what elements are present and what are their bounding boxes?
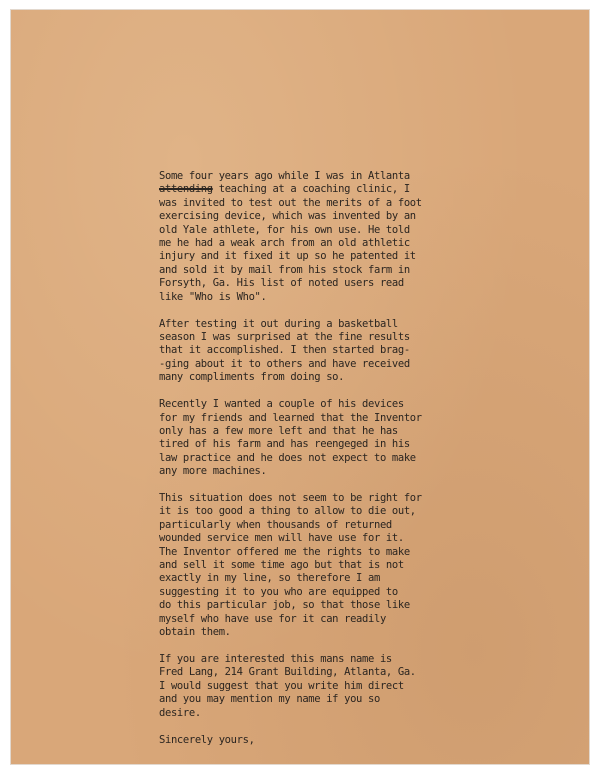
text-segment: Fred Lang, 214 Grant Building, Atlanta, Ga.: [159, 666, 416, 679]
text-segment: old Yale athlete, for his own use. He told: [159, 223, 410, 236]
text-line: [159, 264, 479, 277]
text-segment: exercising device, which was invented by an: [159, 210, 416, 223]
text-line: [159, 197, 479, 210]
text-segment: tired of his farm and has reengeged in his: [159, 438, 410, 451]
text-line: [159, 505, 479, 518]
text-segment: any more machines.: [159, 465, 267, 478]
text-segment: season I was surprised at the fine results: [159, 330, 410, 343]
text-line: [159, 572, 479, 585]
text-segment: Recently I wanted a couple of his devices: [159, 398, 404, 411]
text-segment: and sell it some time ago but that is not: [159, 559, 404, 572]
text-line: [159, 452, 479, 465]
text-line: [159, 532, 479, 545]
text-line: [159, 170, 479, 183]
text-line: [159, 438, 479, 451]
text-segment: and sold it by mail from his stock farm in: [159, 263, 410, 276]
text-segment: law practice and he does not expect to make: [159, 451, 416, 464]
text-line: [159, 465, 479, 478]
paragraph-5: [159, 653, 479, 720]
text-segment: I would suggest that you write him direct: [159, 679, 404, 692]
text-segment: do this particular job, so that those like: [159, 599, 410, 612]
text-line: [159, 371, 479, 384]
struck-out-word: attending: [159, 183, 213, 196]
text-segment: that it accomplished. I then started brag-: [159, 344, 410, 357]
text-segment: exactly in my line, so therefore I am: [159, 572, 380, 585]
text-line: [159, 586, 479, 599]
text-segment: After testing it out during a basketball: [159, 317, 398, 330]
text-line: [159, 277, 479, 290]
paragraph-3: [159, 398, 479, 478]
letter-body: [159, 170, 479, 760]
text-segment: like "Who is Who".: [159, 290, 267, 303]
text-segment: desire.: [159, 706, 201, 719]
text-line: [159, 183, 479, 196]
text-segment: teaching at a coaching clinic, I: [212, 183, 410, 196]
text-line: [159, 425, 479, 438]
text-line: [159, 291, 479, 304]
text-line: [159, 666, 479, 679]
text-line: [159, 653, 479, 666]
text-line: [159, 559, 479, 572]
paragraph-4: [159, 492, 479, 639]
text-line: [159, 237, 479, 250]
text-line: [159, 358, 479, 371]
text-line: [159, 492, 479, 505]
text-segment: If you are interested this mans name is: [159, 653, 392, 665]
text-line: [159, 626, 479, 639]
text-segment: injury and it fixed it up so he patented it: [159, 250, 416, 263]
text-segment: me he had a weak arch from an old athletic: [159, 237, 410, 250]
text-line: [159, 331, 479, 344]
text-segment: Some four years ago while I was in Atlanta: [159, 170, 410, 182]
text-segment: obtain them.: [159, 626, 231, 639]
paragraph-2: [159, 318, 479, 385]
text-segment: particularly when thousands of returned: [159, 518, 392, 531]
text-line: [159, 693, 479, 706]
text-line: [159, 613, 479, 626]
text-line: [159, 412, 479, 425]
text-segment: was invited to test out the merits of a foot: [159, 196, 422, 209]
text-line: [159, 318, 479, 331]
text-segment: it is too good a thing to allow to die out,: [159, 505, 416, 518]
text-line: [159, 546, 479, 559]
text-segment: Forsyth, Ga. His list of noted users read: [159, 277, 404, 290]
typewritten-letter-sheet: [11, 10, 589, 764]
paragraph-1: [159, 170, 479, 304]
text-line: [159, 707, 479, 720]
closing-salutation: [159, 734, 479, 747]
text-line: [159, 344, 479, 357]
text-segment: -ging about it to others and have received: [159, 357, 410, 370]
text-segment: only has a few more left and that he has: [159, 424, 398, 437]
text-line: [159, 210, 479, 223]
text-segment: for my friends and learned that the Inventor: [159, 411, 422, 424]
text-segment: wounded service men will have use for it.: [159, 532, 404, 545]
text-segment: and you may mention my name if you so: [159, 693, 380, 706]
text-segment: suggesting it to you who are equipped to: [159, 585, 398, 598]
text-line: [159, 680, 479, 693]
text-segment: This situation does not seem to be right for: [159, 492, 422, 505]
text-segment: myself who have use for it can readily: [159, 612, 386, 625]
text-line: [159, 519, 479, 532]
closing-text: Sincerely yours,: [159, 733, 255, 746]
text-segment: many compliments from doing so.: [159, 371, 345, 384]
text-line: [159, 599, 479, 612]
text-line: [159, 250, 479, 263]
text-segment: The Inventor offered me the rights to make: [159, 545, 410, 558]
text-line: [159, 224, 479, 237]
text-line: [159, 398, 479, 411]
